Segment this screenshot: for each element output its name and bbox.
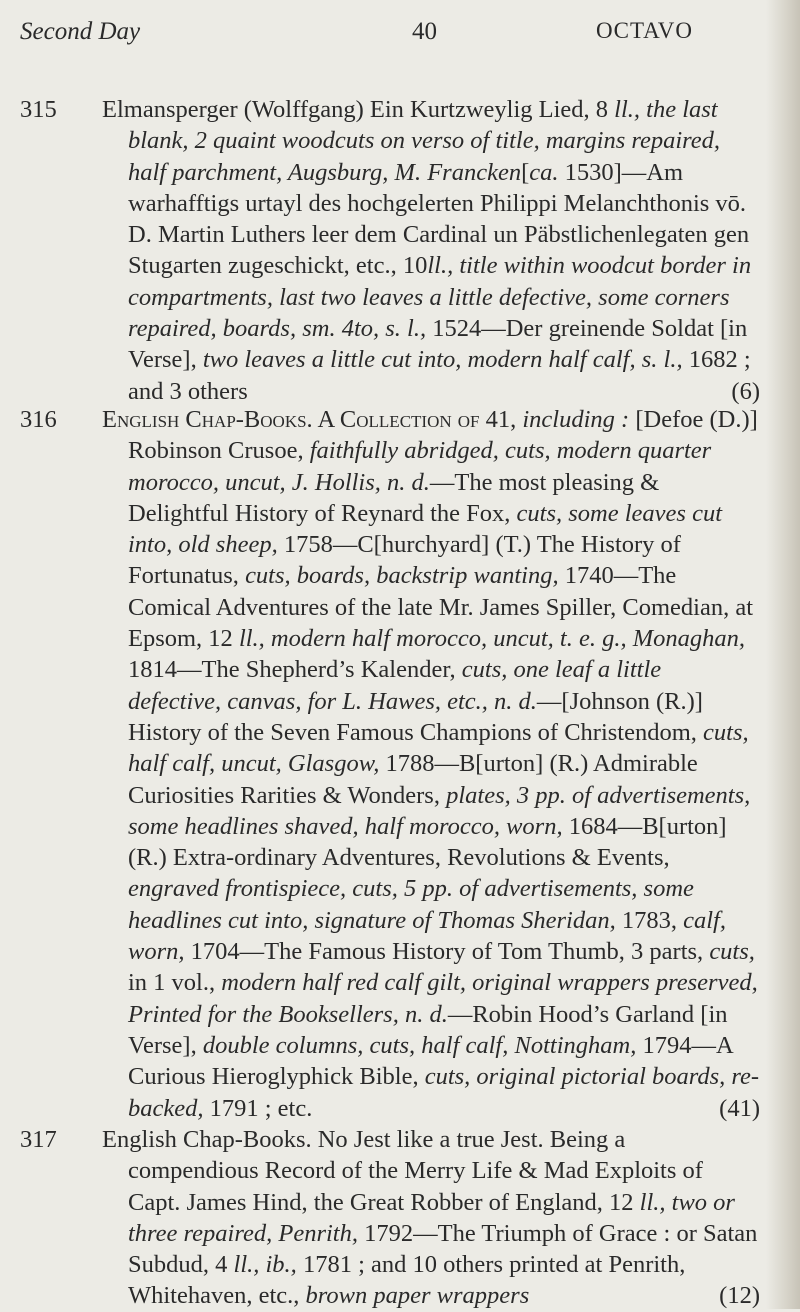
lot-text-segment: calf, worn, [128, 906, 726, 966]
lot-entry-317 [20, 1124, 760, 1312]
page-header [0, 18, 800, 58]
lot-text-segment: Elmansperger (Wolffgang) Ein Kurtzweylig Lied, 8 [102, 96, 615, 123]
lot-text-segment: cuts, boards, backstrip wanting, [245, 562, 559, 590]
lot-text-segment: —Robin Hood’s Garland [in Verse], [128, 1000, 728, 1059]
lot-text-segment: brown paper wrappers [305, 1282, 530, 1310]
lot-entry-315 [20, 94, 760, 407]
lot-text-segment: ll., two or three repaired, Penrith, [128, 1188, 735, 1247]
lot-item-count: (41) [719, 1094, 760, 1122]
lot-number: 316 [20, 406, 57, 433]
lot-entry-316 [20, 404, 760, 1124]
lot-text-segment: plates, 3 pp. of advertisements, some headlines shaved, half morocco, worn, [128, 781, 751, 840]
lot-text-segment: 1704—The Famous History of Tom Thumb, 3 parts, [184, 938, 710, 966]
header-day-title: Second Day [20, 18, 141, 45]
lot-text-segment: 1788—B[urton] (R.) Admirable Curiosities Rarities & Wonders, [128, 750, 698, 809]
lot-text-segment: 1530]—Am warhafftigs urtayl des hochgelerten Philippi Melanchthonis vō. D. Martin Luthers leer dem Cardinal un Päbstlichenlegaten gen Stugarten zugeschickt, etc., 10 [128, 158, 750, 280]
lot-text-segment: modern half red calf gilt, original wrappers preserved, Printed for the Booksellers, n. d. [128, 969, 758, 1028]
lot-text-segment: ll., ib., [233, 1251, 297, 1279]
lot-text-segment: 1791 ; etc. [203, 1094, 313, 1122]
lot-text-segment: cuts, [709, 938, 755, 966]
lot-item-count: (6) [731, 377, 760, 405]
lot-text-segment: ca. [529, 158, 559, 186]
header-format: OCTAVO [596, 18, 694, 43]
lot-text-segment: faithfully abridged, cuts, modern quarter morocco, uncut, J. Hollis, n. d. [128, 437, 712, 496]
lot-text-segment: —The most pleasing & Delightful History of Reynard the Fox, [128, 468, 660, 527]
lot-text-segment: including : [522, 406, 630, 433]
lot-item-count: (12) [719, 1282, 760, 1310]
lot-text-segment: 1814—The Shepherd’s Kalender, [128, 656, 462, 684]
lot-text-segment: 1781 ; and 10 others printed at Penrith, Whitehaven, etc., [128, 1251, 686, 1310]
lot-text-segment: 1682 ; and 3 others [128, 346, 751, 405]
lot-text-segment: English Chap-Books. A Collection of 41, [102, 406, 523, 433]
lot-description [102, 1124, 760, 1312]
lot-text-segment: cuts, some leaves cut into, old sheep, [128, 499, 723, 559]
lot-number: 315 [20, 96, 57, 123]
lot-text-segment: ll., title within woodcut border in compartments, last two leaves a little defective, some corners repaired, boards, sm. 4to, s. l., [128, 252, 752, 343]
lot-text-segment: engraved frontispiece, cuts, 5 pp. of advertisements, some headlines cut into, signature of Thomas Sheridan, [128, 875, 694, 934]
page-number: 40 [412, 18, 437, 45]
lot-text-segment: in 1 vol., [128, 969, 222, 997]
lot-text-segment: ll., modern half morocco, uncut, t. e. g., Monaghan, [238, 625, 745, 653]
lot-text-segment: cuts, original pictorial boards, re-backed, [128, 1063, 760, 1122]
lot-text-segment: 1783, [615, 906, 684, 934]
lot-text-segment: [Defoe (D.)] Robinson Crusoe, [128, 406, 758, 465]
lot-text-segment: 1740—The Comical Adventures of the late Mr. James Spiller, Comedian, at Epsom, 12 [128, 562, 754, 653]
lot-number: 317 [20, 1126, 57, 1153]
lot-text-segment: —[Johnson (R.)] History of the Seven Famous Champions of Christendom, [128, 687, 704, 746]
lot-text-segment: ll., the last blank, 2 quaint woodcuts on verso of title, margins repaired, half parchment, Augsburg, M. Francken [128, 96, 721, 186]
lot-description [102, 404, 760, 1124]
lot-text-segment: 1684—B[urton] (R.) Extra-ordinary Adventures, Revolutions & Events, [128, 812, 727, 872]
lot-text-segment: [ [521, 158, 530, 186]
lot-text-segment: 1792—The Triumph of Grace : or Satan Subdud, 4 [128, 1219, 758, 1279]
lot-text-segment: double columns, cuts, half calf, Nottingham, [202, 1031, 637, 1059]
page-edge-shadow [766, 0, 800, 1309]
lot-description [102, 94, 760, 407]
lot-text-segment: two leaves a little cut into, modern half calf, s. l., [202, 346, 683, 374]
lot-text-segment: English Chap-Books. No Jest like a true Jest. Being a compendious Record of the Merry Life & Mad Exploits of Capt. James Hind, the Great Robber of England, 12 [102, 1126, 703, 1216]
lot-text-segment: 1758—C[hurchyard] (T.) The History of Fortunatus, [128, 531, 681, 590]
lot-text-segment: cuts, half calf, uncut, Glasgow, [128, 718, 749, 778]
lot-text-segment: 1794—A Curious Hieroglyphick Bible, [128, 1031, 733, 1091]
lot-text-segment: cuts, one leaf a little defective, canvas, for L. Hawes, etc., n. d. [128, 656, 662, 715]
lot-text-segment: 1524—Der greinende Soldat [in Verse], [128, 315, 748, 374]
